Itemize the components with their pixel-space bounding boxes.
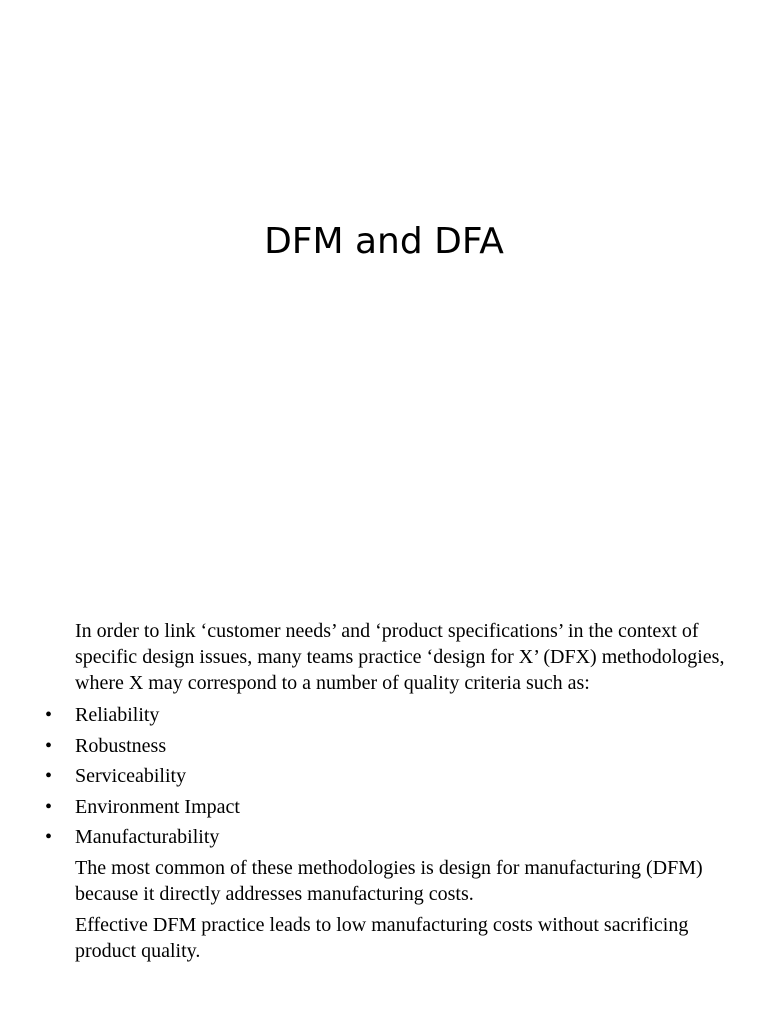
dfm-benefit-paragraph: Effective DFM practice leads to low manufacturing costs without sacrificing product quality. xyxy=(75,913,689,962)
list-item-label: Serviceability xyxy=(75,765,187,787)
quality-criteria-list xyxy=(45,700,735,853)
bullet-icon: • xyxy=(45,795,53,818)
slide-title: DFM and DFA xyxy=(264,221,504,262)
bullet-icon: • xyxy=(45,826,53,848)
slide-body xyxy=(45,618,735,964)
bullet-icon: • xyxy=(45,704,53,726)
list-item xyxy=(45,700,735,731)
list-item-label: Environment Impact xyxy=(75,795,240,818)
list-item-label: Reliability xyxy=(75,704,160,726)
dfm-summary-paragraph: The most common of these methodologies is design for manufacturing (DFM) because it directly addresses manufacturing costs. xyxy=(75,856,703,905)
bullet-icon: • xyxy=(45,765,53,787)
bullet-icon: • xyxy=(45,734,53,757)
list-item xyxy=(45,731,735,762)
list-item xyxy=(45,792,735,823)
list-item xyxy=(45,761,735,792)
list-item-label: Manufacturability xyxy=(75,826,220,848)
intro-paragraph: In order to link ‘customer needs’ and ‘product specifications’ in the context of specific design issues, many teams practice ‘design for X’ (DFX) methodologies, where X may correspond to a number of quality criteria such as: xyxy=(75,620,725,694)
list-item-label: Robustness xyxy=(75,734,167,757)
list-item xyxy=(45,822,735,853)
